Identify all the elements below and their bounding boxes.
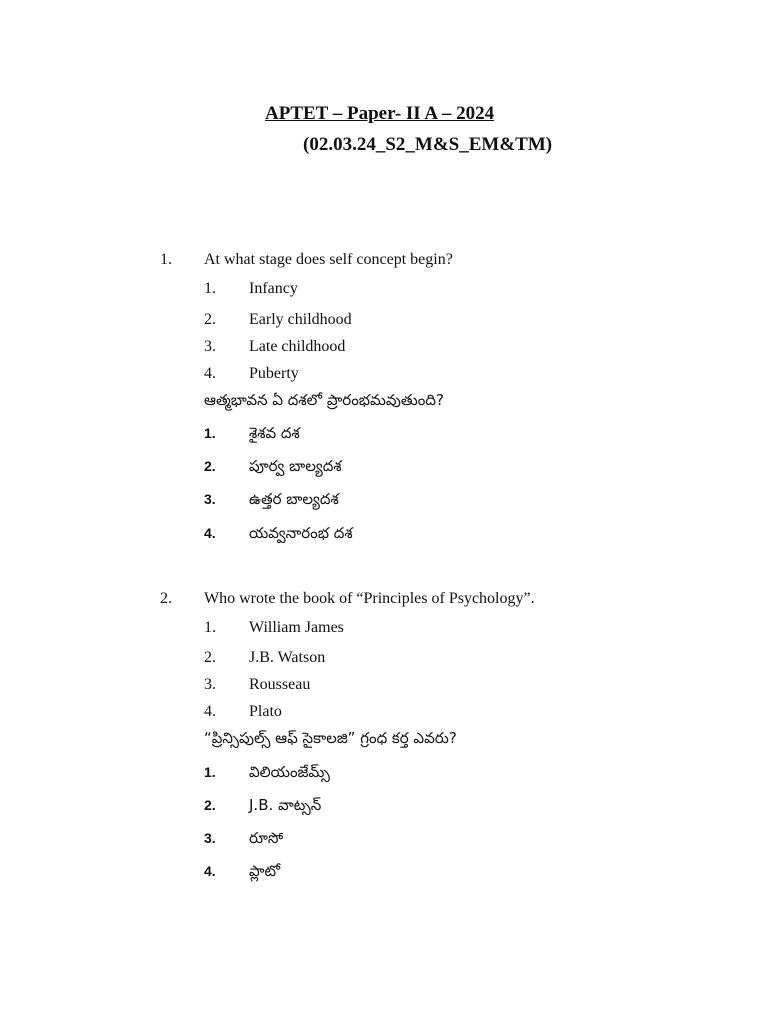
telugu-option-number: 4. bbox=[204, 525, 216, 541]
telugu-option-text: యవ్వనారంభ దశ bbox=[249, 524, 353, 542]
option-text: Plato bbox=[249, 703, 282, 720]
option-number: 1. bbox=[204, 619, 216, 636]
question-text: Who wrote the book of “Principles of Psychology”. bbox=[204, 590, 535, 607]
option-number: 2. bbox=[204, 311, 216, 328]
question-number: 1. bbox=[160, 251, 172, 268]
telugu-option-number: 1. bbox=[204, 764, 216, 780]
option-number: 3. bbox=[204, 676, 216, 693]
telugu-option-number: 1. bbox=[204, 425, 216, 441]
telugu-option-text: విలియంజేమ్స్ bbox=[249, 763, 330, 781]
option-text: Rousseau bbox=[249, 676, 311, 693]
option-number: 4. bbox=[204, 703, 216, 720]
option-text: Late childhood bbox=[249, 338, 346, 355]
telugu-option-text: ఉత్తర బాల్యదశ bbox=[249, 490, 339, 508]
telugu-option-number: 2. bbox=[204, 458, 216, 474]
option-number: 3. bbox=[204, 338, 216, 355]
option-number: 4. bbox=[204, 365, 216, 382]
document-title: APTET – Paper- II A – 2024 bbox=[265, 103, 495, 124]
telugu-option-text: శైశవ దశ bbox=[249, 424, 300, 442]
option-text: Infancy bbox=[249, 280, 298, 297]
question-number: 2. bbox=[160, 590, 172, 607]
telugu-option-number: 2. bbox=[204, 797, 216, 813]
telugu-option-text: పూర్వ బాల్యదశ bbox=[249, 457, 342, 475]
telugu-option-number: 3. bbox=[204, 491, 216, 507]
telugu-option-text: ప్లాటో bbox=[249, 862, 281, 880]
option-number: 2. bbox=[204, 649, 216, 666]
option-number: 1. bbox=[204, 280, 216, 297]
telugu-option-number: 4. bbox=[204, 863, 216, 879]
telugu-question-text: “ప్రిన్సిపుల్స్ ఆఫ్ సైకాలజి” గ్రంధ కర్త ఎవరు? bbox=[204, 729, 457, 747]
telugu-option-number: 3. bbox=[204, 830, 216, 846]
option-text: J.B. Watson bbox=[249, 649, 326, 666]
telugu-question-text: ఆత్మభావన ఏ దశలో ప్రారంభమవుతుంది? bbox=[204, 391, 444, 409]
telugu-option-text: J.B. వాట్సన్ bbox=[249, 796, 322, 814]
option-text: William James bbox=[249, 619, 344, 636]
option-text: Early childhood bbox=[249, 311, 352, 328]
question-text: At what stage does self concept begin? bbox=[204, 251, 453, 268]
option-text: Puberty bbox=[249, 365, 299, 382]
telugu-option-text: రూసో bbox=[249, 829, 284, 847]
document-subtitle: (02.03.24_S2_M&S_EM&TM) bbox=[303, 134, 553, 155]
